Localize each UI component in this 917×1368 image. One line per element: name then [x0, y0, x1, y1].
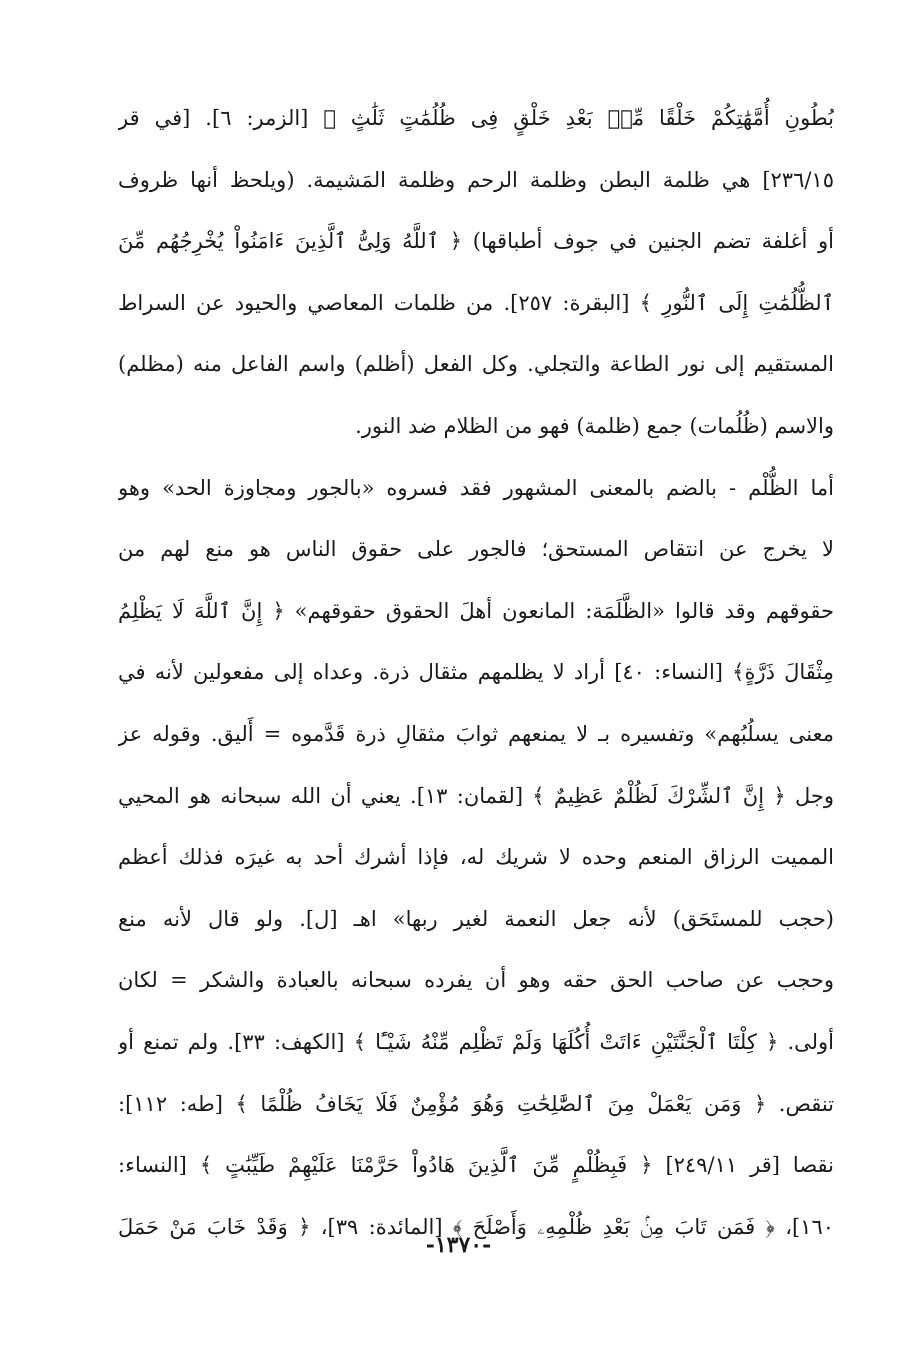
text-line-1: بُطُونِ أُمَّهَٰتِكُمْ خَلْقًا مِّنۢ بَعْدِ خَلْقٍ فِى ظُلُمَٰتٍ ثَلَٰثٍ ﴾ [الزمر: ٦]. [في قر [118, 106, 834, 130]
text-line-10: مِثْقَالَ ذَرَّةٍ﴾ [النساء: ٤٠] أراد لا يظلمهم مثقال ذرة. وعداه إلى مفعولين لأنه في [118, 660, 834, 685]
text-line-11: معنى يسلُبُهم» وتفسيره بـ لا يمنعهم ثوابَ مثقالِ ذرة قَدَّموه = أَليق. وقوله عز [118, 721, 834, 746]
text-line-3: أو أغلفة تضم الجنين في جوف أطباقها) ﴿ ٱللَّهُ وَلِىُّ ٱلَّذِينَ ءَامَنُواْ يُخْرِجُهُم مِّنَ [118, 229, 834, 254]
page-number: -١٣٧٠- [425, 1232, 492, 1258]
text-line-9: حقوقهم وقد قالوا «الظَّلَمَة: المانعون أهلَ الحقوق حقوقهم» ﴿ إِنَّ ٱللَّهَ لَا يَظْلِمُ [118, 598, 834, 623]
text-line-17: تنقص. ﴿ وَمَن يَعْمَلْ مِنَ ٱلصَّٰلِحَٰتِ وَهُوَ مُؤْمِنٌ فَلَا يَخَافُ ظُلْمًا ﴾ [طه: ١١٢]: [118, 1091, 834, 1116]
text-line-16: أولى. ﴿ كِلْتَا ٱلْجَنَّتَيْنِ ءَاتَتْ أُكُلَهَا وَلَمْ تَظْلِم مِّنْهُ شَيْـًٔا ﴾ [الكهف: ٣٣]. ولم تمنع أو [118, 1029, 834, 1054]
body-text [118, 88, 834, 1258]
text-line-15: وحجب عن صاحب الحق حقه وهو أن يفرده سبحانه بالعبادة والشكر = لكان [118, 968, 834, 993]
text-line-5: المستقيم إلى نور الطاعة والتجلي. وكل الفعل (أظلم) واسم الفاعل منه (مظلم) [118, 352, 834, 377]
text-line-8: لا يخرج عن انتقاص المستحق؛ فالجور على حقوق الناس هو منع لهم من [118, 537, 834, 562]
text-line-7: أما الظُّلْم - بالضم بالمعنى المشهور فقد فسروه «بالجور ومجاوزة الحد» وهو [118, 475, 834, 500]
text-line-6: والاسم (ظُلُمات) جمع (ظلمة) فهو من الظلام ضد النور. [355, 413, 834, 438]
text-line-19: ١٦٠]، ﴿ فَمَن تَابَ مِنۢ بَعْدِ ظُلْمِهِۦ وَأَصْلَحَ ﴾ [المائدة: ٣٩]، ﴿ وَقَدْ خَابَ مَنْ حَمَلَ [118, 1214, 834, 1239]
text-line-12: وجل ﴿ إِنَّ ٱلشِّرْكَ لَظُلْمٌ عَظِيمٌ ﴾ [لقمان: ١٣]. يعني أن الله سبحانه هو المحيي [118, 783, 834, 808]
text-line-4: ٱلظُّلُمَٰتِ إِلَى ٱلنُّورِ ﴾ [البقرة: ٢٥٧]. من ظلمات المعاصي والحيود عن السراط [118, 290, 834, 315]
text-line-18: نقصا [قر ٢٤٩/١١] ﴿ فَبِظُلْمٍ مِّنَ ٱلَّذِينَ هَادُواْ حَرَّمْنَا عَلَيْهِمْ طَيِّبَٰتٍ ﴾ [النساء: [118, 1153, 834, 1178]
text-line-2: ٢٣٦/١٥] هي ظلمة البطن وظلمة الرحم وظلمة المَشيمة. (ويلحظ أنها ظروف [118, 167, 834, 192]
text-line-13: المميت الرزاق المنعم وحده لا شريك له، فإذا أشرك أحد به غيرَه فذلك أعظم [118, 845, 834, 870]
text-line-14: (حجب للمستَحَق) لأنه جعل النعمة لغير ربها» اهـ [ل]. ولو قال لأنه منع [118, 906, 834, 931]
